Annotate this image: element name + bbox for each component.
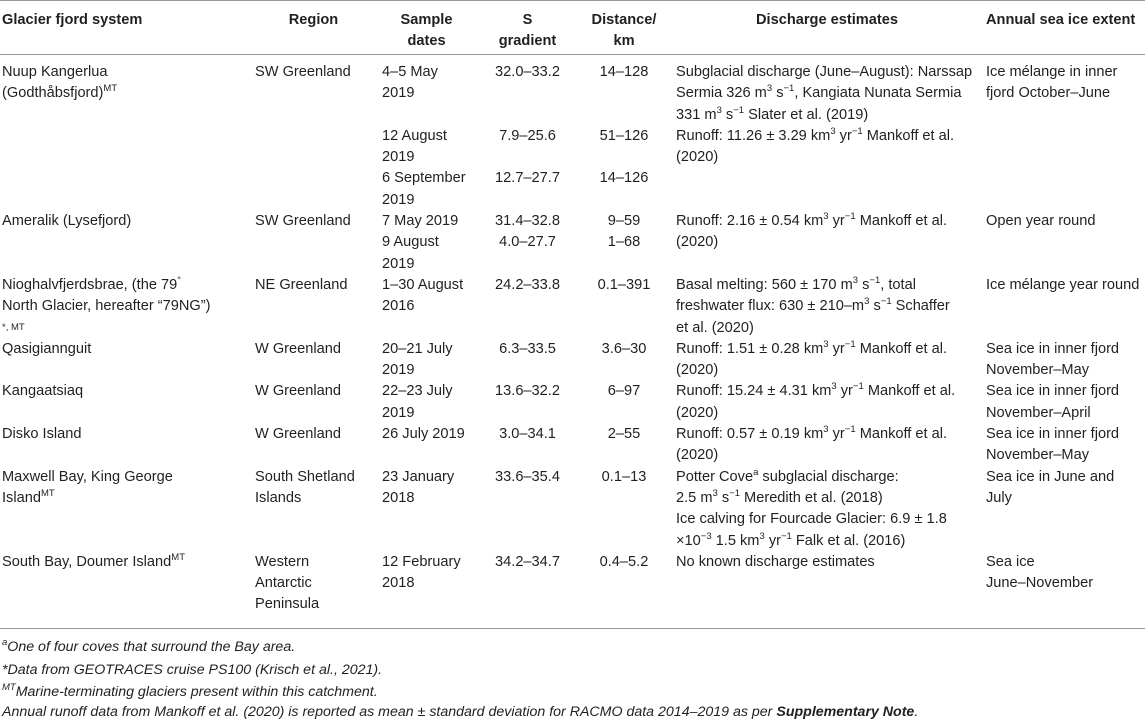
region-cell: W Greenland (255, 426, 341, 443)
sea-ice-cell: Sea ice in inner fjord November–April (986, 383, 1120, 421)
s-gradient-cell: 3.0–34.1 (499, 426, 556, 443)
sample-dates-cell: 1–30 August 2016 (382, 276, 464, 315)
s-gradient-cell: 4.0–27.7 (499, 234, 556, 251)
region-cell: NE Greenland (255, 276, 348, 293)
distance-cell: 3.6–30 (601, 340, 647, 357)
s-gradient-cell: 31.4–32.8 (495, 213, 560, 230)
header-sample-dates: Sample dates (376, 1, 477, 55)
header-glacier-fjord-system: Glacier fjord system (0, 1, 251, 55)
discharge-cell: Runoff: 0.57 ± 0.19 $km^3$ $yr^{-1}$ Mankoff et al. (2020) (676, 424, 948, 464)
sea-ice-cell: Open year round (986, 213, 1096, 230)
sample-dates-cell: 23 January 2018 (382, 468, 455, 506)
fjord-name-cell: Kangaatsiaq (2, 383, 84, 400)
region-cell: W Greenland (255, 383, 341, 400)
sample-dates-cell: 22–23 July 2019 (382, 383, 453, 421)
table-row (0, 275, 1145, 339)
distance-cell: 0.4–5.2 (578, 552, 670, 628)
header-annual-sea-ice-extent: Annual sea ice extent (984, 1, 1145, 55)
discharge-cell: Runoff: 15.24 ± 4.31 $km^3$ $yr^{-1}$ Mankoff et al. (2020) (676, 381, 956, 421)
region-cell: South Shetland Islands (255, 468, 355, 506)
distance-cell: 9–59 (607, 213, 641, 230)
distance-cell: 14–128 (599, 64, 649, 80)
sea-ice-cell: Ice mélange in inner fjord October–June (986, 64, 1118, 102)
distance-cell: 1–68 (607, 234, 641, 251)
sample-dates-cell: 4–5 May 2019 (382, 64, 438, 102)
region-cell: SW Greenland (255, 64, 351, 80)
discharge-cell: Runoff: 1.51 ± 0.28 $km^3$ $yr^{-1}$ Mankoff et al. (2020) (676, 338, 948, 379)
s-gradient-cell: 7.9–25.6 (499, 127, 556, 144)
sample-dates-cell: 12 February 2018 (376, 552, 477, 628)
distance-cell: 2–55 (607, 426, 641, 443)
s-gradient-cell: 12.7–27.7 (495, 170, 560, 187)
s-gradient-cell: 6.3–33.5 (499, 340, 556, 357)
s-gradient-cell: 32.0–33.2 (495, 64, 560, 80)
discharge-cell: Potter Cove$^a$ subglacial discharge: 2.5 $m^3$ $s^{-1}$ Meredith et al. (2018) Ice calving for Fourcade Glacier: 6.9 ± 1.8 $\times 10^{-3}$ 1.5 $km^3$ $yr^{-1}$ Falk et al. (2016) (676, 466, 947, 549)
sample-dates-cell: 26 July 2019 (382, 426, 465, 443)
table-row (0, 126, 1145, 169)
header-s-gradient: S gradient (477, 1, 578, 55)
table-row (0, 552, 1145, 628)
footnote-a: $^a$One of four coves that surround the Bay area. (2, 637, 296, 655)
discharge-cell: No known discharge estimates (670, 552, 984, 628)
supplementary-note-link[interactable]: Supplementary Note (776, 704, 915, 720)
region-cell: Western Antarctic Peninsula (251, 552, 376, 628)
discharge-cell: Runoff: 11.26 ± 3.29 $km^3$ $yr^{-1}$ Mankoff et al. (2020) (676, 125, 955, 166)
table-row (0, 381, 1145, 424)
s-gradient-cell: 13.6–32.2 (495, 383, 560, 400)
region-cell: SW Greenland (255, 213, 351, 230)
table-row (0, 55, 1145, 126)
fjord-name-cell: Nioghalvfjerdsbrae, (the 79° North Glacier, hereafter “79NG”) $^{*, MT}$ (2, 274, 211, 333)
sea-ice-cell: Sea ice in inner fjord November–May (986, 426, 1120, 464)
table-row (0, 467, 1145, 552)
table-row (0, 211, 1145, 232)
fjord-name-cell: South Bay, Doumer Island$^{MT}$ (0, 552, 251, 628)
sea-ice-cell: Sea ice June–November (984, 552, 1145, 628)
sample-dates-cell: 9 August 2019 (382, 234, 439, 272)
distance-cell: 0.1–13 (601, 468, 647, 485)
distance-cell: 0.1–391 (597, 276, 651, 293)
discharge-cell: Subglacial discharge (June–August): Narssap Sermia 326 $m^3$ $s^{-1}$, Kangiata Nunata Sermia 331 $m^3$ $s^{-1}$ Slater et al. (2019) (676, 64, 973, 123)
sample-dates-cell: 7 May 2019 (382, 213, 459, 230)
s-gradient-cell: 33.6–35.4 (495, 468, 560, 485)
fjord-name-cell: Maxwell Bay, King George Island$^{MT}$ (2, 468, 173, 506)
table-row (0, 424, 1145, 467)
fjord-name-cell: Qasigiannguit (2, 340, 92, 357)
footnote-star: *Data from GEOTRACES cruise PS100 (Krisch et al., 2021). (2, 662, 383, 678)
discharge-cell: Runoff: 2.16 ± 0.54 $km^3$ $yr^{-1}$ Mankoff et al. (2020) (676, 211, 948, 251)
table-header (0, 1, 1145, 55)
header-discharge-estimates: Discharge estimates (670, 1, 984, 55)
sea-ice-cell: Sea ice in inner fjord November–May (986, 340, 1120, 379)
distance-cell: 14–126 (599, 170, 649, 187)
sample-dates-cell: 6 September 2019 (382, 170, 466, 208)
s-gradient-cell: 34.2–34.7 (477, 552, 578, 628)
fjord-name-cell: Nuup Kangerlua (Godthåbsfjord)$^{MT}$ (2, 64, 118, 102)
region-cell: W Greenland (255, 340, 341, 357)
header-region: Region (251, 1, 376, 55)
footnote-mt: $^{MT}$Marine-terminating glaciers present within this catchment. (2, 682, 378, 700)
sea-ice-cell: Sea ice in June and July (986, 468, 1115, 506)
fjord-name-cell: Disko Island (2, 426, 82, 443)
s-gradient-cell: 24.2–33.8 (495, 276, 560, 293)
table-row (0, 339, 1145, 382)
header-distance: Distance/ km (578, 1, 670, 55)
footnote-runoff: Annual runoff data from Mankoff et al. (2020) is reported as mean ± standard deviation for RACMO data 2014–2019 as per Supplementary Note. (2, 704, 919, 720)
table-row (0, 168, 1145, 211)
fjord-name-cell: Ameralik (Lysefjord) (2, 213, 132, 230)
discharge-cell: Basal melting: 560 ± 170 $m^3$ $s^{-1}$, total freshwater flux: $630 \pm 210-m^3$ $s^{-1}$ Schaffer et al. (2020) (676, 274, 950, 336)
distance-cell: 6–97 (607, 383, 641, 400)
distance-cell: 51–126 (599, 127, 649, 144)
sea-ice-cell: Ice mélange year round (986, 276, 1140, 293)
sample-dates-cell: 12 August 2019 (382, 127, 447, 166)
sample-dates-cell: 20–21 July 2019 (382, 340, 453, 379)
